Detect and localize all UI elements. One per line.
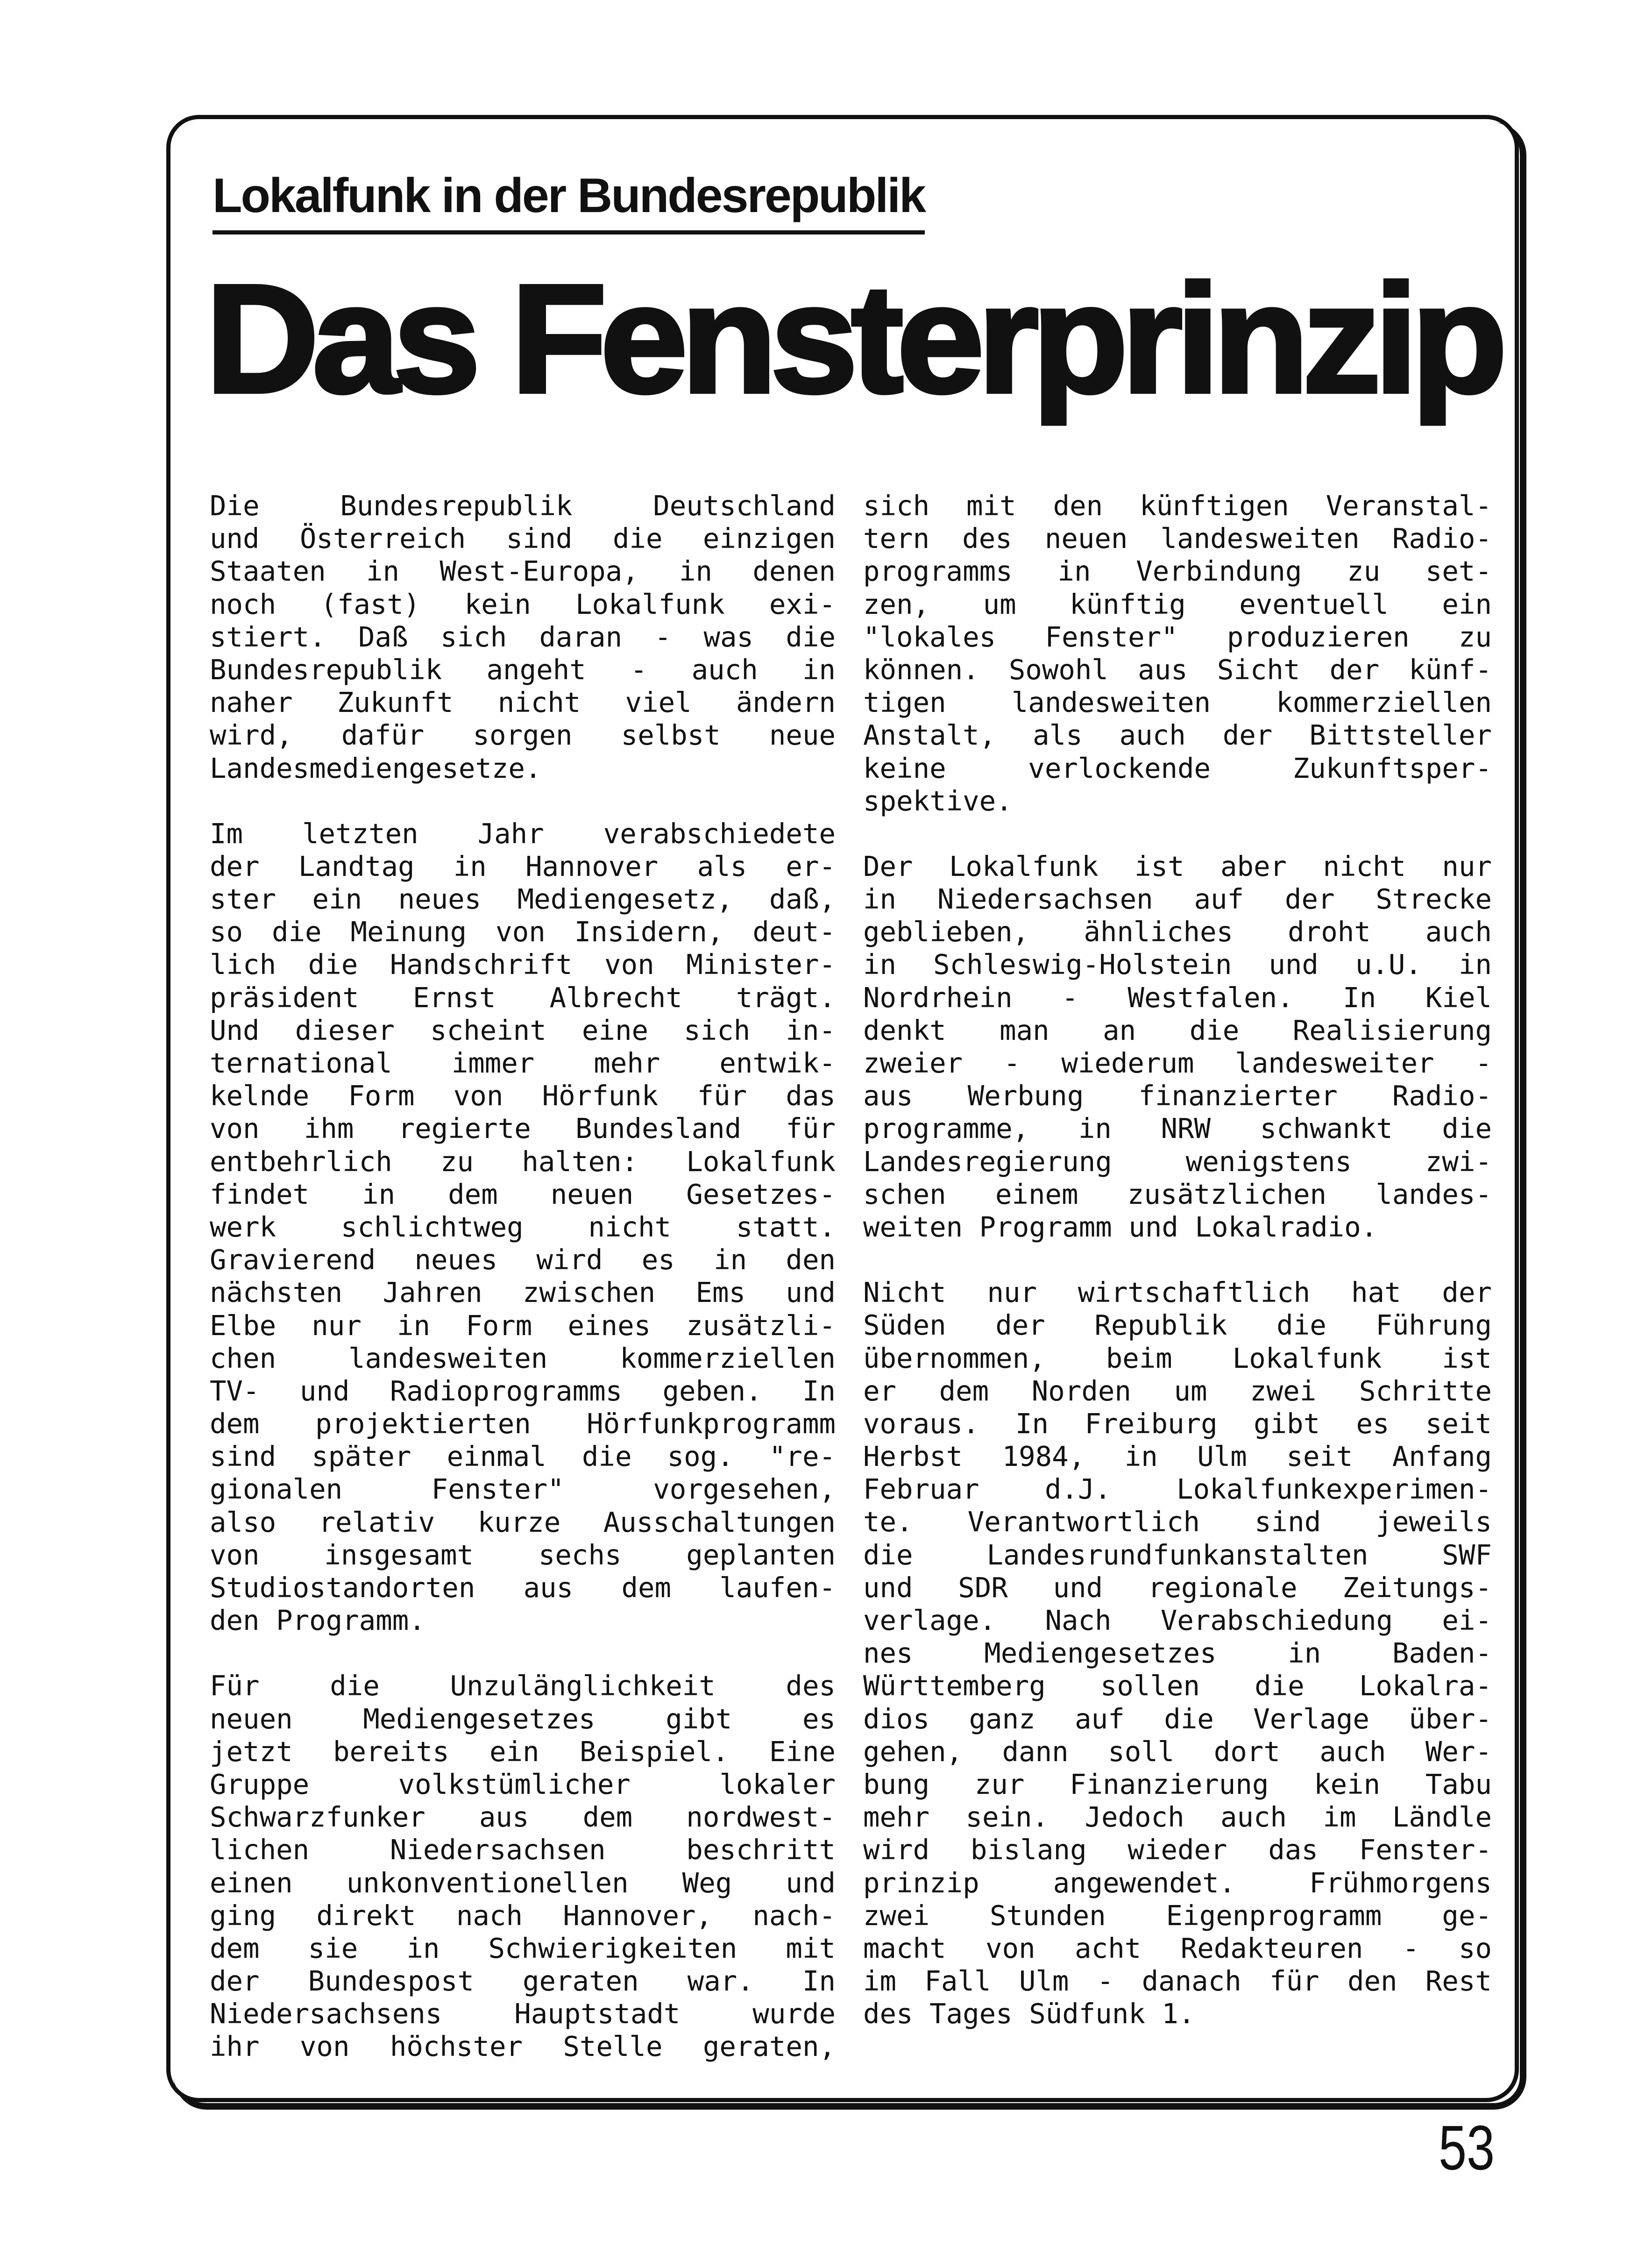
text-line: präsident Ernst Albrecht trägt. [210, 981, 836, 1014]
text-line: und SDR und regionale Zeitungs- [863, 1571, 1492, 1604]
text-line: ihr von höchster Stelle geraten, [210, 2030, 836, 2063]
text-line: Und dieser scheint eine sich in- [210, 1014, 836, 1046]
paragraph [210, 818, 836, 1637]
text-line: aus Werbung finanzierter Radio- [863, 1080, 1492, 1112]
text-line: chen landesweiten kommerziellen [210, 1342, 836, 1374]
text-line: lich die Handschrift von Minister- [210, 948, 836, 981]
text-line: "lokales Fenster" produzieren zu [863, 620, 1492, 653]
text-line: Württemberg sollen die Lokalra- [863, 1670, 1492, 1702]
text-line: tern des neuen landesweiten Radio- [863, 522, 1492, 555]
text-line: macht von acht Redakteuren - so [863, 1932, 1492, 1964]
text-line: verlage. Nach Verabschiedung ei- [863, 1604, 1492, 1636]
text-line: den Programm. [210, 1604, 425, 1637]
text-line: zweier - wiederum landesweiter - [863, 1047, 1492, 1079]
text-line: dios ganz auf die Verlage über- [863, 1702, 1492, 1735]
text-line: programme, in NRW schwankt die [863, 1112, 1492, 1145]
paragraph [863, 490, 1492, 818]
text-line: findet in dem neuen Gesetzes- [210, 1178, 836, 1210]
text-column-left [210, 490, 836, 2096]
text-line: bung zur Finanzierung kein Tabu [863, 1768, 1492, 1800]
text-line: lichen Niedersachsen beschritt [210, 1834, 836, 1866]
text-line: der Bundespost geraten war. In [210, 1965, 836, 1998]
page-number: 53 [1439, 2112, 1495, 2183]
text-line: ging direkt nach Hannover, nach- [210, 1899, 836, 1932]
text-line: gionalen Fenster" vorgesehen, [210, 1473, 836, 1506]
text-line: weiten Programm und Lokalradio. [863, 1210, 1378, 1243]
text-line: neuen Mediengesetzes gibt es [210, 1702, 836, 1735]
text-line: nes Mediengesetzes in Baden- [863, 1637, 1492, 1670]
text-line: der Landtag in Hannover als er- [210, 850, 836, 882]
text-line: Die Bundesrepublik Deutschland [210, 490, 836, 522]
paragraph [863, 850, 1492, 1244]
text-line: prinzip angewendet. Frühmorgens [863, 1866, 1492, 1899]
text-line: ternational immer mehr entwik- [210, 1047, 836, 1079]
text-line: Elbe nur in Form eines zusätzli- [210, 1309, 836, 1342]
text-line: TV- und Radioprogramms geben. In [210, 1374, 836, 1407]
text-line: Februar d.J. Lokalfunkexperimen- [863, 1473, 1492, 1506]
text-line: und Österreich sind die einzigen [210, 522, 836, 555]
text-line: Gruppe volkstümlicher lokaler [210, 1768, 836, 1800]
text-line: keine verlockende Zukunftsper- [863, 752, 1492, 784]
text-line: gehen, dann soll dort auch Wer- [863, 1735, 1492, 1768]
text-line: wird, dafür sorgen selbst neue [210, 719, 836, 752]
text-line: Niedersachsens Hauptstadt wurde [210, 1998, 836, 2030]
text-line: stiert. Daß sich daran - was die [210, 620, 836, 653]
text-line: im Fall Ulm - danach für den Rest [863, 1965, 1492, 1998]
text-line: ster ein neues Mediengesetz, daß, [210, 883, 836, 916]
paragraph [863, 1276, 1492, 2030]
text-line: von insgesamt sechs geplanten [210, 1538, 836, 1571]
article-title: Das Fensterprinzip [206, 252, 1501, 425]
text-line: Landesregierung wenigstens zwi- [863, 1145, 1492, 1178]
text-line: geblieben, ähnliches droht auch [863, 916, 1492, 948]
paragraph [210, 1670, 836, 2063]
text-line: Bundesrepublik angeht - auch in [210, 653, 836, 686]
text-line: Schwarzfunker aus dem nordwest- [210, 1801, 836, 1834]
text-line: te. Verantwortlich sind jeweils [863, 1506, 1492, 1538]
text-line: Nordrhein - Westfalen. In Kiel [863, 981, 1492, 1014]
text-line: in Schleswig-Holstein und u.U. in [863, 948, 1492, 981]
text-line: können. Sowohl aus Sicht der künf- [863, 653, 1492, 686]
text-line: naher Zukunft nicht viel ändern [210, 686, 836, 719]
text-line: so die Meinung von Insidern, deut- [210, 916, 836, 948]
text-line: von ihm regierte Bundesland für [210, 1112, 836, 1145]
text-line: entbehrlich zu halten: Lokalfunk [210, 1145, 836, 1178]
text-line: in Niedersachsen auf der Strecke [863, 883, 1492, 916]
text-line: voraus. In Freiburg gibt es seit [863, 1407, 1492, 1440]
text-line: Süden der Republik die Führung [863, 1309, 1492, 1342]
text-line: Im letzten Jahr verabschiedete [210, 817, 836, 850]
text-line: kelnde Form von Hörfunk für das [210, 1080, 836, 1112]
text-line: zwei Stunden Eigenprogramm ge- [863, 1899, 1492, 1932]
text-line: sind später einmal die sog. "re- [210, 1440, 836, 1473]
text-line: Staaten in West-Europa, in denen [210, 555, 836, 588]
text-line: er dem Norden um zwei Schritte [863, 1374, 1492, 1407]
text-line: denkt man an die Realisierung [863, 1014, 1492, 1046]
text-line: Studiostandorten aus dem laufen- [210, 1571, 836, 1604]
text-line: Nicht nur wirtschaftlich hat der [863, 1276, 1492, 1309]
text-line: nächsten Jahren zwischen Ems und [210, 1276, 836, 1309]
text-line: zen, um künftig eventuell ein [863, 588, 1492, 620]
text-line: wird bislang wieder das Fenster- [863, 1834, 1492, 1866]
text-line: Herbst 1984, in Ulm seit Anfang [863, 1440, 1492, 1473]
text-line: des Tages Südfunk 1. [863, 1998, 1195, 2030]
text-line: mehr sein. Jedoch auch im Ländle [863, 1801, 1492, 1834]
text-line: Landesmediengesetze. [210, 752, 542, 784]
text-line: Der Lokalfunk ist aber nicht nur [863, 850, 1492, 882]
text-line: jetzt bereits ein Beispiel. Eine [210, 1735, 836, 1768]
paragraph [210, 490, 836, 785]
article-kicker: Lokalfunk in der Bundesrepublik [213, 168, 925, 235]
text-line: übernommen, beim Lokalfunk ist [863, 1342, 1492, 1374]
text-line: Anstalt, als auch der Bittsteller [863, 719, 1492, 752]
text-line: dem sie in Schwierigkeiten mit [210, 1932, 836, 1964]
text-line: werk schlichtweg nicht statt. [210, 1210, 836, 1243]
text-column-right [863, 490, 1492, 2063]
text-line: Gravierend neues wird es in den [210, 1244, 836, 1276]
text-line: also relativ kurze Ausschaltungen [210, 1506, 836, 1538]
text-line: die Landesrundfunkanstalten SWF [863, 1538, 1492, 1571]
text-line: noch (fast) kein Lokalfunk exi- [210, 588, 836, 620]
text-line: programms in Verbindung zu set- [863, 555, 1492, 588]
text-line: spektive. [863, 784, 1013, 817]
text-line: schen einem zusätzlichen landes- [863, 1178, 1492, 1210]
text-line: einen unkonventionellen Weg und [210, 1866, 836, 1899]
text-line: Für die Unzulänglichkeit des [210, 1670, 836, 1702]
text-line: dem projektierten Hörfunkprogramm [210, 1408, 836, 1440]
text-line: sich mit den künftigen Veranstal- [863, 490, 1492, 522]
text-line: tigen landesweiten kommerziellen [863, 686, 1492, 719]
